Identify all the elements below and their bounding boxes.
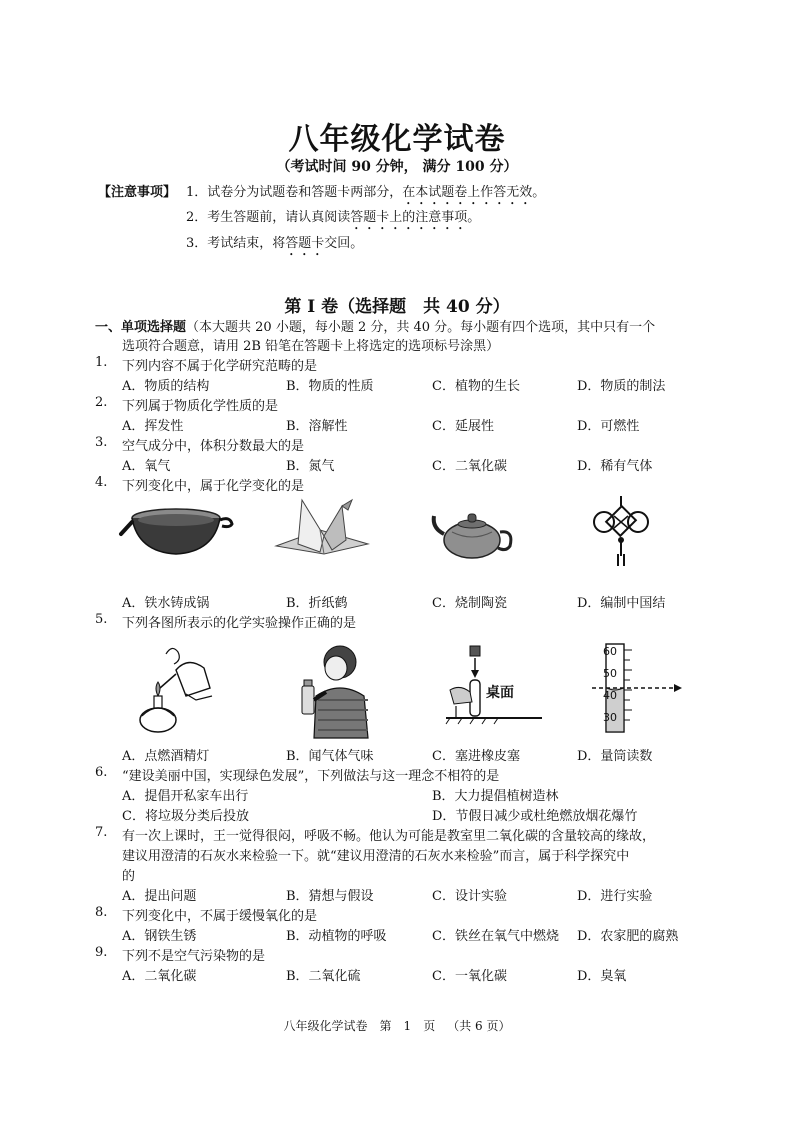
option-b: B．溶解性: [286, 419, 348, 434]
note-item-1: [186, 181, 545, 208]
option-d: D．物质的制法: [577, 379, 666, 394]
option-c: C．植物的生长: [432, 379, 520, 394]
question-stem: 下列变化中，不属于缓慢氧化的是: [122, 909, 318, 924]
page-number: 1: [403, 1019, 412, 1033]
note-emphasis: 答题卡上的注意事项: [350, 210, 468, 225]
question-number: 7.: [95, 825, 108, 840]
option-c: C．延展性: [432, 419, 494, 434]
note-item-3: [186, 232, 363, 259]
note-emphasis: 在本试题卷上作答无效: [402, 185, 533, 200]
option-c: C．一氧化碳: [432, 969, 507, 984]
note-text: 2．考生答题前，请认真阅读: [186, 210, 351, 225]
option-a: A．提倡开私家车出行: [122, 789, 249, 804]
note-text: 。: [467, 210, 481, 225]
option-b: B．动植物的呼吸: [286, 929, 387, 944]
footer-title: 八年级化学试卷: [283, 1019, 368, 1033]
question-stem: “建设美丽中国，实现绿色发展”，下列做法与这一理念不相符的是: [122, 769, 500, 784]
question-stem-line1: 有一次上课时，王一觉得很闷，呼吸不畅。他认为可能是教室里二氧化碳的含量较高的缘故，: [122, 829, 656, 844]
option-d: D．臭氧: [577, 969, 627, 984]
section-instructions: [95, 316, 655, 335]
option-a: A．铁水铸成锅: [122, 596, 210, 611]
question-stem: 空气成分中，体积分数最大的是: [122, 439, 305, 454]
section-instructions-line1: （本大题共 20 小题，每小题 2 分，共 40 分。每小题有四个选项，其中只有一个: [186, 320, 656, 335]
option-a: A．氧气: [122, 459, 171, 474]
cylinder-tick-30: 30: [603, 711, 617, 724]
page-footer: [0, 1017, 794, 1034]
note-text: 。: [532, 185, 546, 200]
wok-image: [118, 500, 236, 562]
question-number: 5.: [95, 612, 108, 627]
exam-title: 八年级化学试卷: [288, 122, 506, 157]
question-stem: 下列不是空气污染物的是: [122, 949, 266, 964]
paper-crane-image: [272, 496, 372, 560]
option-a: A．提出问题: [122, 889, 197, 904]
option-b: B．氮气: [286, 459, 335, 474]
option-b: B．闻气体气味: [286, 749, 374, 764]
desk-label: 桌面: [486, 685, 514, 701]
option-c: C．塞进橡皮塞: [432, 749, 520, 764]
option-a: A．钢铁生锈: [122, 929, 197, 944]
option-a: A．物质的结构: [122, 379, 210, 394]
question-number: 9.: [95, 945, 108, 960]
section-heading: 一、单项选择题: [95, 320, 187, 335]
option-d: D．可燃性: [577, 419, 640, 434]
notes-label: 【注意事项】: [98, 185, 177, 200]
option-c: C．烧制陶瓷: [432, 596, 507, 611]
footer-text: 页: [423, 1019, 436, 1033]
option-d: D．量筒读数: [577, 749, 653, 764]
question-stem: 下列属于物质化学性质的是: [122, 399, 279, 414]
option-b: B．折纸鹤: [286, 596, 348, 611]
option-b: B．大力提倡植树造林: [432, 789, 559, 804]
question-stem: 下列各图所表示的化学实验操作正确的是: [122, 616, 357, 631]
option-b: B．物质的性质: [286, 379, 374, 394]
question-number: 4.: [95, 475, 108, 490]
option-a: A．挥发性: [122, 419, 184, 434]
note-text: 3．考试结束，将: [186, 236, 286, 251]
option-c: C．设计实验: [432, 889, 507, 904]
teapot-image: [430, 502, 516, 562]
cylinder-tick-50: 50: [603, 667, 617, 680]
total-pages: （共 6 页）: [447, 1019, 511, 1033]
smelling-gas-image: [292, 640, 378, 740]
question-stem: 下列变化中，属于化学变化的是: [122, 479, 305, 494]
alcohol-lamp-lighting-image: [136, 640, 220, 736]
option-a: A．二氧化碳: [122, 969, 197, 984]
option-a: A．点燃酒精灯: [122, 749, 210, 764]
option-b: B．猜想与假设: [286, 889, 374, 904]
question-number: 8.: [95, 905, 108, 920]
question-number: 3.: [95, 435, 108, 450]
note-text: 1．试卷分为试题卷和答题卡两部分，: [186, 185, 403, 200]
option-c: C．铁丝在氧气中燃烧: [432, 929, 559, 944]
question-number: 1.: [95, 355, 108, 370]
note-item-2: [186, 206, 480, 233]
section-instructions-line2: 选项符合题意，请用 2B 铅笔在答题卡上将选定的选项标号涂黑）: [122, 339, 500, 354]
option-c: C．将垃圾分类后投放: [122, 809, 249, 824]
option-c: C．二氧化碳: [432, 459, 507, 474]
question-number: 2.: [95, 395, 108, 410]
option-d: D．节假日减少或杜绝燃放烟花爆竹: [432, 809, 638, 824]
option-b: B．二氧化硫: [286, 969, 361, 984]
question-stem-line3: 的: [122, 869, 136, 884]
option-d: D．编制中国结: [577, 596, 666, 611]
option-d: D．进行实验: [577, 889, 653, 904]
note-text: 交回。: [324, 236, 364, 251]
option-d: D．稀有气体: [577, 459, 653, 474]
cylinder-tick-60: 60: [603, 645, 617, 658]
question-number: 6.: [95, 765, 108, 780]
chinese-knot-image: [590, 496, 652, 568]
exam-subtitle: （考试时间 90 分钟， 满分 100 分）: [276, 159, 518, 175]
section-title: 第 I 卷（选择题 共 40 分）: [284, 297, 510, 317]
footer-text: 第: [379, 1019, 392, 1033]
question-stem-line2: 建议用澄清的石灰水来检验一下。就“建议用澄清的石灰水来检验”而言，属于科学探究中: [122, 849, 630, 864]
cylinder-tick-40: 40: [603, 689, 617, 702]
note-emphasis: 答题卡: [285, 236, 325, 251]
option-d: D．农家肥的腐熟: [577, 929, 679, 944]
question-stem: 下列内容不属于化学研究范畴的是: [122, 359, 318, 374]
